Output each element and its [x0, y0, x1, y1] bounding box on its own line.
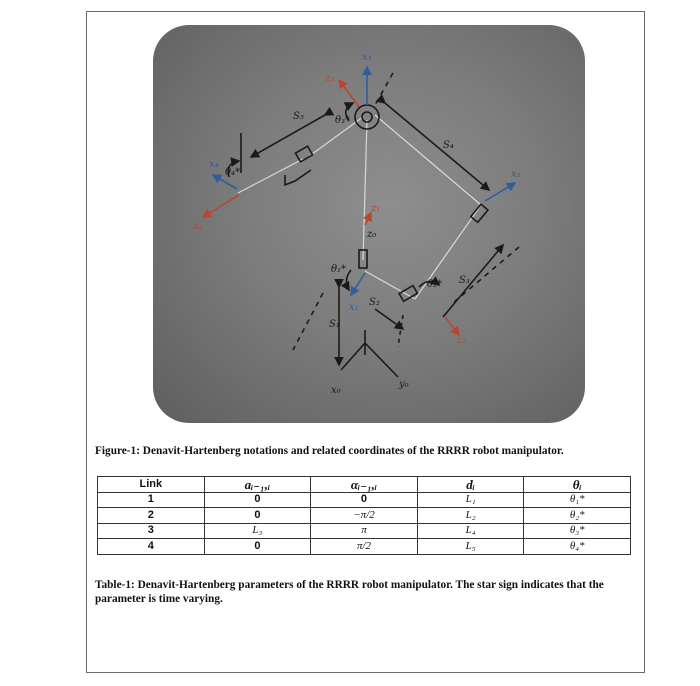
label-s5: S₅ [293, 111, 304, 122]
label-x2: x₂ [511, 169, 521, 180]
cell-alpha: π [311, 523, 418, 539]
cell-a: 0 [204, 492, 311, 508]
cell-theta: θ₁* [524, 492, 631, 508]
table-row [98, 523, 631, 539]
label-x1: x₁ [349, 302, 359, 313]
cell-a: L₃ [204, 523, 311, 539]
header-link: Link [98, 477, 205, 493]
table-row [98, 539, 631, 555]
header-a: aᵢ₋₁,ᵢ [204, 477, 311, 493]
label-z1: z₁ [371, 203, 381, 214]
figure-caption: Figure-1: Denavit-Hartenberg notations and related coordinates of the RRRR robot manipulator. [95, 445, 564, 457]
cell-a: 0 [204, 508, 311, 524]
label-theta3: θ₃* [335, 115, 351, 126]
label-y0: y₀ [399, 379, 409, 390]
figure-photo [153, 25, 585, 423]
cell-theta: θ₄* [524, 539, 631, 555]
cell-d: L₂ [417, 508, 524, 524]
table-row [98, 508, 631, 524]
label-z3: z₃ [325, 73, 335, 84]
cell-d: L₄ [417, 523, 524, 539]
table-header-row [98, 477, 631, 493]
label-x3: x₃ [362, 52, 372, 63]
label-x0: x₀ [331, 385, 341, 396]
cell-link: 3 [98, 523, 205, 539]
header-theta: θᵢ [524, 477, 631, 493]
label-s3: S₃ [459, 275, 470, 286]
cell-a: 0 [204, 539, 311, 555]
label-theta2: θ₂* [427, 279, 443, 290]
cell-alpha: 0 [311, 492, 418, 508]
cell-link: 2 [98, 508, 205, 524]
dh-parameter-table [97, 476, 631, 555]
cell-alpha: −π/2 [311, 508, 418, 524]
cell-theta: θ₃* [524, 523, 631, 539]
cell-theta: θ₂* [524, 508, 631, 524]
label-z4: z₄ [193, 221, 203, 232]
cell-link: 1 [98, 492, 205, 508]
label-theta1: θ₁* [331, 264, 347, 275]
cell-d: L₅ [417, 539, 524, 555]
robot-sketch [153, 25, 585, 423]
cell-d: L₁ [417, 492, 524, 508]
cell-link: 4 [98, 539, 205, 555]
label-x4: x₄ [209, 159, 219, 170]
table-row [98, 492, 631, 508]
cell-alpha: π/2 [311, 539, 418, 555]
label-z2: z₂ [457, 335, 467, 346]
label-theta4: θ₄* [225, 167, 241, 178]
label-s2: S₂ [369, 297, 380, 308]
table-caption: Table-1: Denavit-Hartenberg parameters of the RRRR robot manipulator. The star sign indicates that the parameter is time varying. [95, 579, 604, 605]
label-s1: S₁ [329, 319, 340, 330]
label-z0: z₀ [367, 229, 377, 240]
header-d: dᵢ [417, 477, 524, 493]
header-alpha: αᵢ₋₁,ᵢ [311, 477, 418, 493]
label-s4: S₄ [443, 140, 454, 151]
